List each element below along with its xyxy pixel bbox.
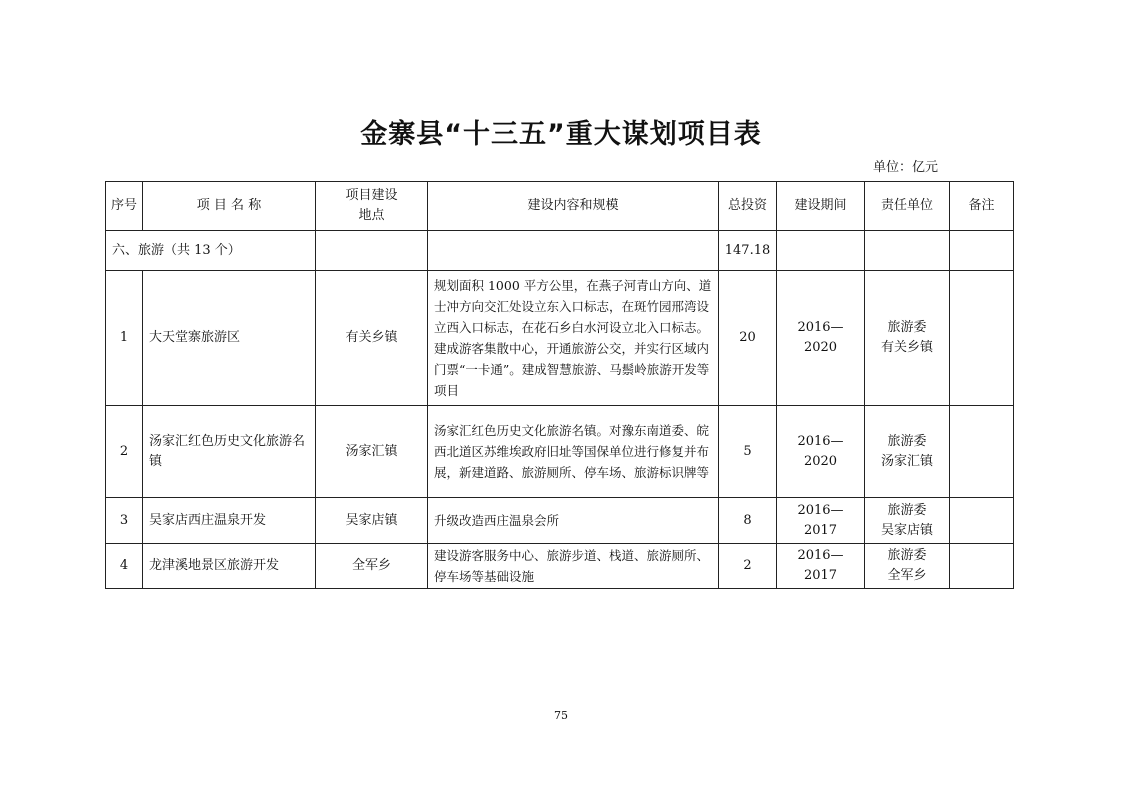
row-location: 汤家汇镇 xyxy=(316,406,428,498)
page-number: 75 xyxy=(554,709,568,722)
row-location: 吴家店镇 xyxy=(316,498,428,544)
col-header-location: 项目建设 地点 xyxy=(316,182,428,231)
section-empty-responsible xyxy=(865,231,950,271)
row-location: 有关乡镇 xyxy=(316,271,428,406)
row-period: 2016—2017 xyxy=(777,544,865,589)
col-header-name: 项 目 名 称 xyxy=(143,182,316,231)
section-empty-period xyxy=(777,231,865,271)
section-empty-location xyxy=(316,231,428,271)
row-responsible: 旅游委 汤家汇镇 xyxy=(865,406,950,498)
row-index: 3 xyxy=(106,498,143,544)
col-header-remark: 备注 xyxy=(950,182,1014,231)
section-investment: 147.18 xyxy=(719,231,777,271)
row-period: 2016—2020 xyxy=(777,271,865,406)
row-remark xyxy=(950,271,1014,406)
row-remark xyxy=(950,544,1014,589)
col-header-content: 建设内容和规模 xyxy=(428,182,719,231)
row-index: 4 xyxy=(106,544,143,589)
row-index: 1 xyxy=(106,271,143,406)
row-remark xyxy=(950,498,1014,544)
col-header-index: 序号 xyxy=(106,182,143,231)
row-responsible: 旅游委 全军乡 xyxy=(865,544,950,589)
row-name: 大天堂寨旅游区 xyxy=(143,271,316,406)
row-period: 2016—2017 xyxy=(777,498,865,544)
col-header-responsible: 责任单位 xyxy=(865,182,950,231)
section-empty-remark xyxy=(950,231,1014,271)
row-investment: 2 xyxy=(719,544,777,589)
section-label: 六、旅游（共 13 个） xyxy=(106,231,316,271)
row-content: 规划面积 1000 平方公里，在燕子河青山方向、道士冲方向交汇处设立东入口标志，在斑竹园邢湾设立西入口标志，在花石乡白水河设立北入口标志。建成游客集散中心，开通旅游公交，并实行区域内门票“一卡通”。建成智慧旅游、马鬃岭旅游开发等项目 xyxy=(428,271,719,406)
row-investment: 20 xyxy=(719,271,777,406)
row-responsible: 旅游委 有关乡镇 xyxy=(865,271,950,406)
row-index: 2 xyxy=(106,406,143,498)
row-name: 龙津溪地景区旅游开发 xyxy=(143,544,316,589)
col-header-investment: 总投资 xyxy=(719,182,777,231)
row-location: 全军乡 xyxy=(316,544,428,589)
row-period: 2016—2020 xyxy=(777,406,865,498)
table-row xyxy=(106,498,1014,544)
row-investment: 8 xyxy=(719,498,777,544)
page-title: 金寨县“十三五”重大谋划项目表 xyxy=(360,119,762,150)
section-empty-content xyxy=(428,231,719,271)
table-row xyxy=(106,271,1014,406)
unit-label: 单位：亿元 xyxy=(873,160,939,175)
row-content: 升级改造西庄温泉会所 xyxy=(428,498,719,544)
table-row xyxy=(106,544,1014,589)
row-investment: 5 xyxy=(719,406,777,498)
row-name: 吴家店西庄温泉开发 xyxy=(143,498,316,544)
table-row xyxy=(106,406,1014,498)
table-header-row xyxy=(106,182,1014,231)
row-content: 汤家汇红色历史文化旅游名镇。对豫东南道委、皖西北道区苏维埃政府旧址等国保单位进行修复并布展，新建道路、旅游厕所、停车场、旅游标识牌等 xyxy=(428,406,719,498)
row-remark xyxy=(950,406,1014,498)
col-header-period: 建设期间 xyxy=(777,182,865,231)
row-content: 建设游客服务中心、旅游步道、栈道、旅游厕所、停车场等基础设施 xyxy=(428,544,719,589)
project-table xyxy=(105,181,1014,589)
section-row xyxy=(106,231,1014,271)
row-responsible: 旅游委 吴家店镇 xyxy=(865,498,950,544)
row-name: 汤家汇红色历史文化旅游名镇 xyxy=(143,406,316,498)
